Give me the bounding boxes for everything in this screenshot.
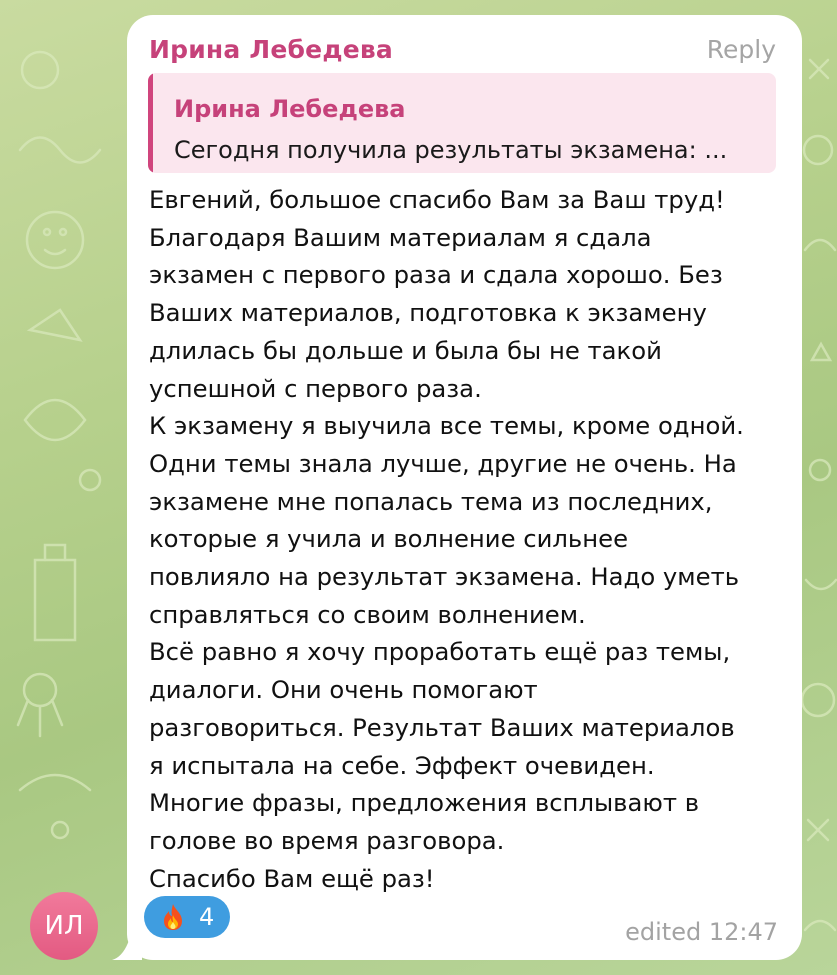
quote-accent-bar bbox=[148, 73, 153, 173]
reaction-count: 4 bbox=[199, 903, 215, 931]
reaction-chip[interactable] bbox=[144, 896, 230, 938]
reply-quote[interactable] bbox=[148, 73, 776, 173]
edited-timestamp: edited 12:47 bbox=[625, 918, 778, 946]
quote-sender-name: Ирина Лебедева bbox=[174, 95, 406, 123]
sender-name[interactable]: Ирина Лебедева bbox=[149, 35, 393, 64]
message-bubble bbox=[127, 15, 802, 960]
avatar[interactable] bbox=[30, 892, 98, 960]
fire-icon bbox=[160, 903, 186, 931]
reply-button[interactable]: Reply bbox=[706, 35, 776, 64]
message-text: Евгений, большое спасибо Вам за Ваш труд! Благодаря Вашим материалам я сдала экзамен с первого раза и сдала хорошо. Без Ваших материалов, подготовка к экзамену длилась бы дольше и была бы не такой успешной с первого раза. К экзамену я выучила все темы, кроме одной. Одни темы знала лучше, другие не очень. На экзамене мне попалась тема из последних, которые я учила и волнение сильнее повлияло на результат экзамена. Надо уметь справляться со своим волнением. Всё равно я хочу проработать ещё раз темы, диалоги. Они очень помогают разговориться. Результат Ваших материалов я испытала на себе. Эффект очевиден. Многие фразы, предложения всплывают в голове во время разговора. Спасибо Вам ещё раз! bbox=[149, 185, 744, 893]
avatar-initials: ИЛ bbox=[44, 911, 84, 941]
quote-text: Сегодня получила результаты экзамена: ... bbox=[174, 136, 728, 164]
